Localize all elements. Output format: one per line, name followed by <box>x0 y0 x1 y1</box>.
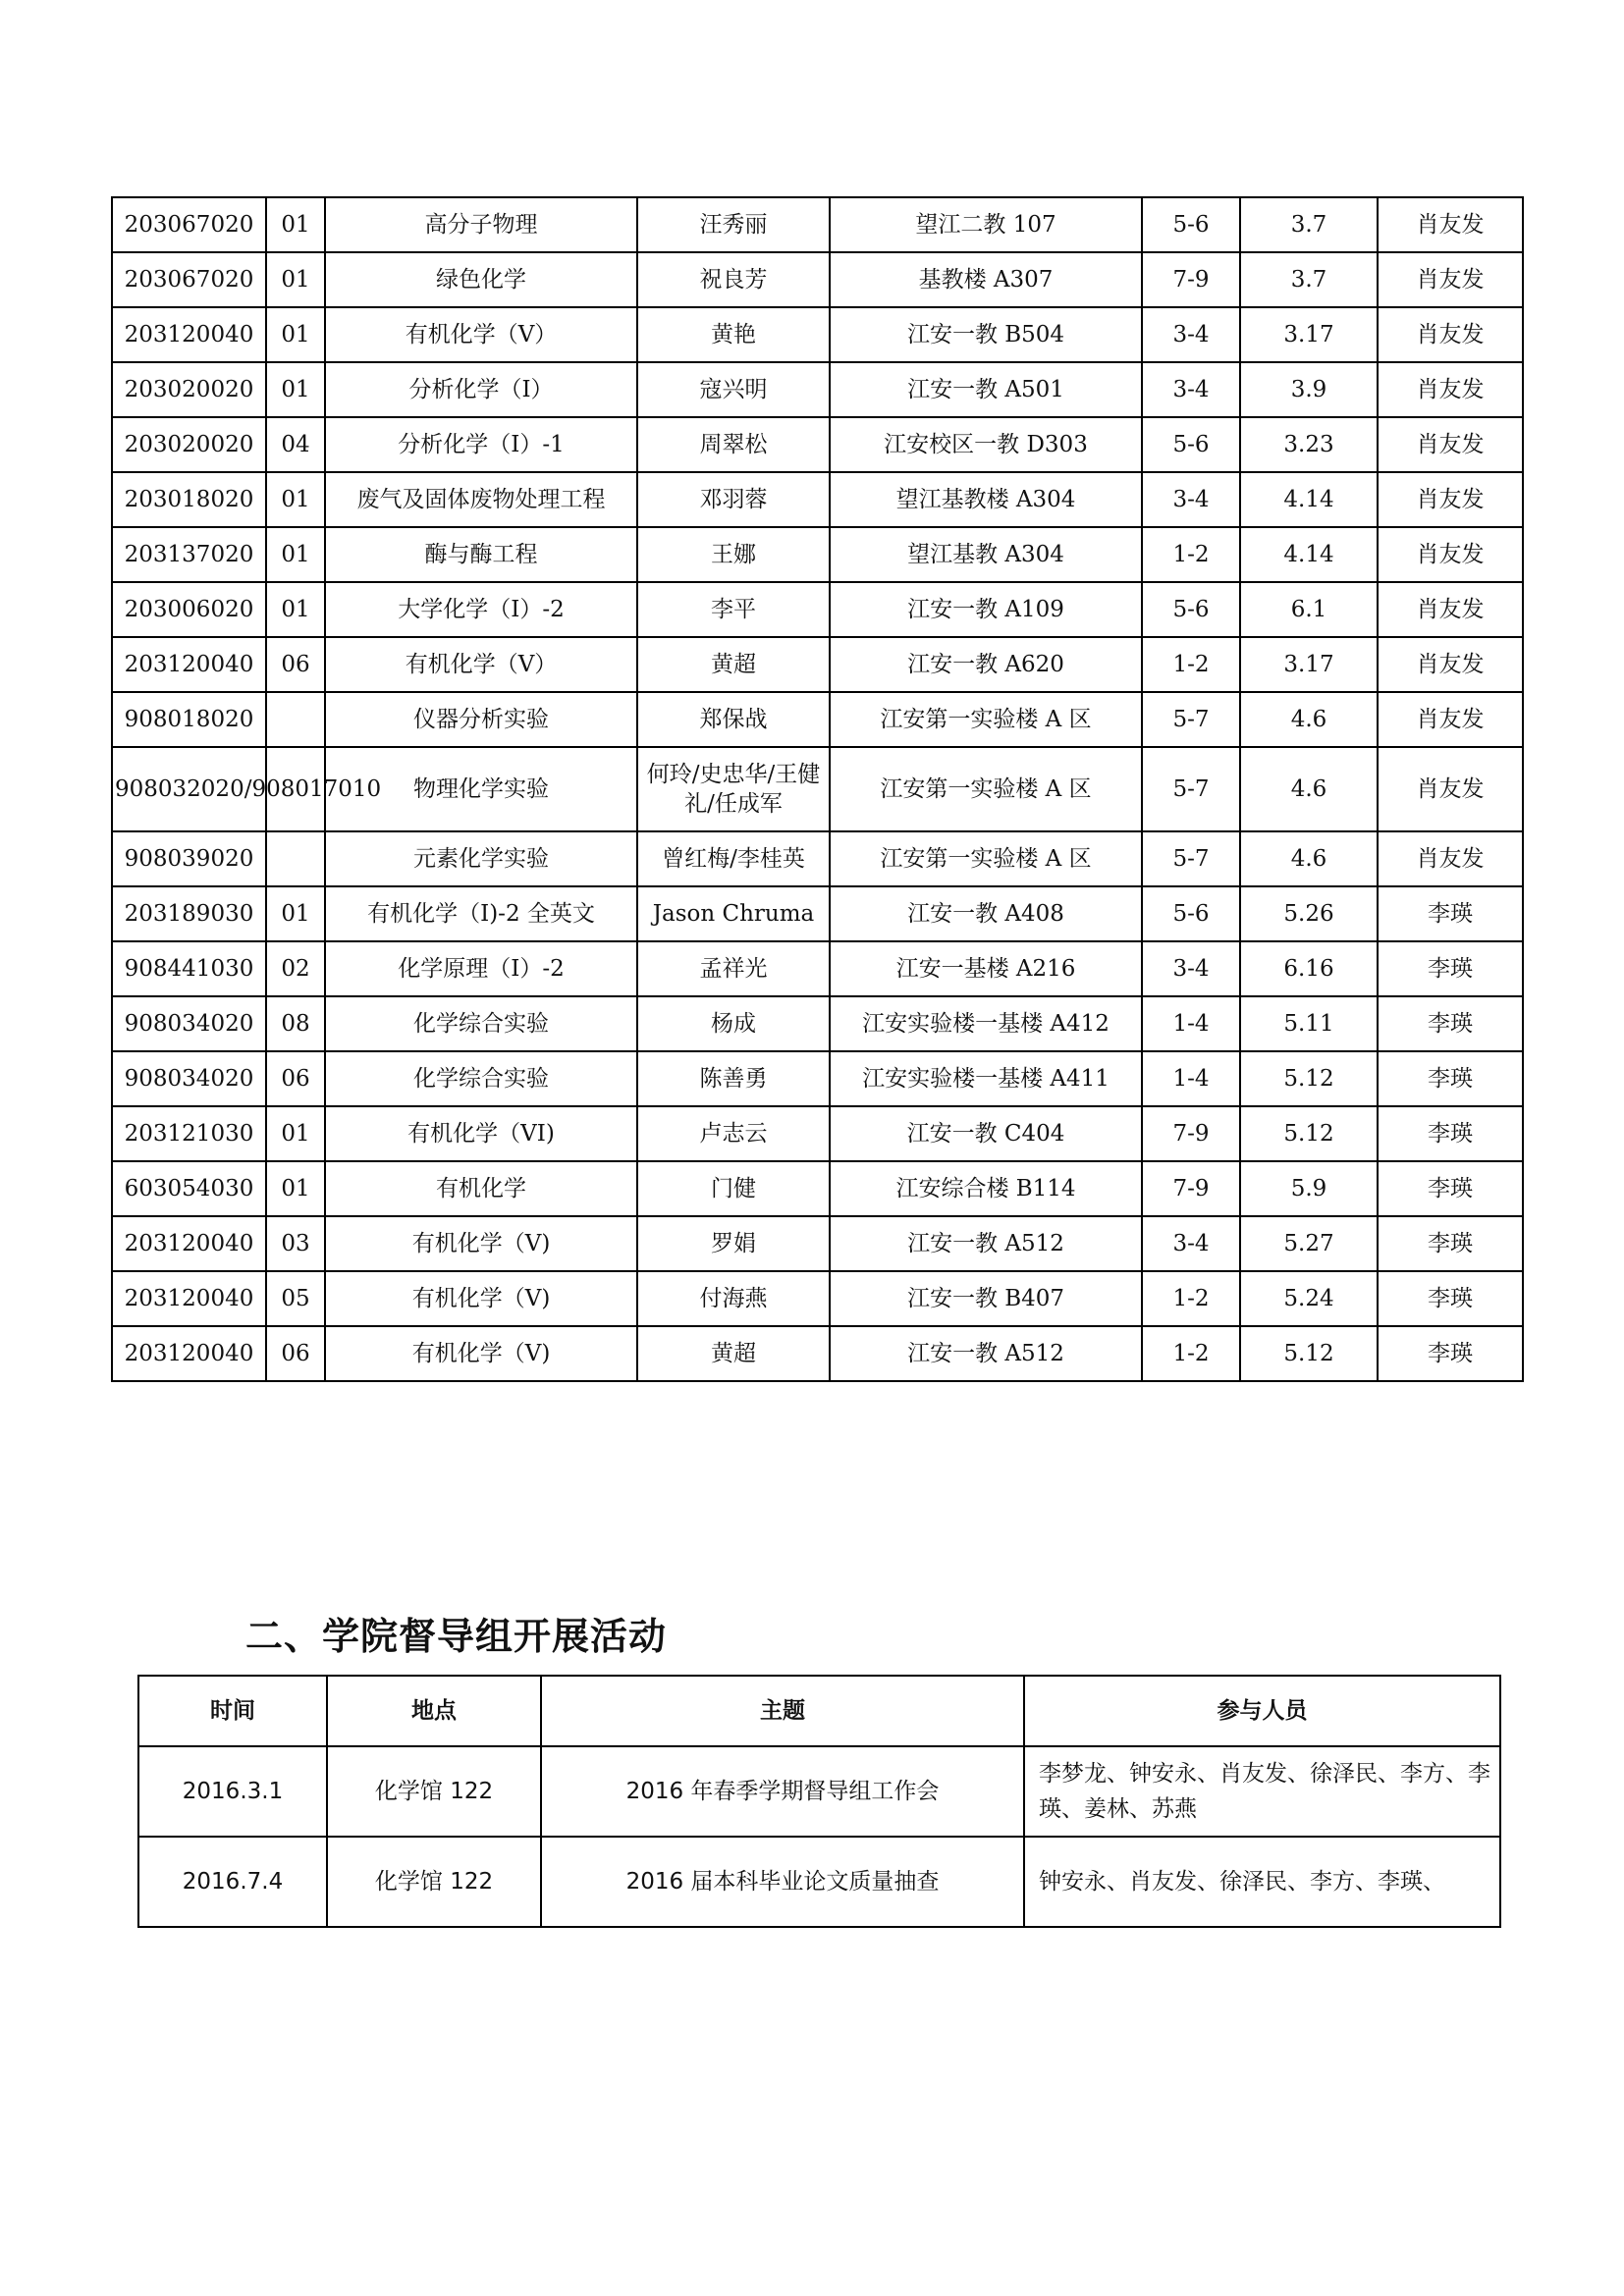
cell-class-number: 01 <box>266 472 325 527</box>
cell-course-name: 有机化学（V） <box>325 637 637 692</box>
cell-course-code: 203120040 <box>112 307 266 362</box>
course-row <box>112 362 1523 417</box>
cell-teacher: 李平 <box>637 582 830 637</box>
cell-periods: 5-7 <box>1142 692 1240 747</box>
cell-course-code: 203120040 <box>112 637 266 692</box>
cell-periods: 1-4 <box>1142 996 1240 1051</box>
course-row <box>112 1326 1523 1381</box>
activities-table <box>137 1675 1501 1928</box>
course-row <box>112 941 1523 996</box>
cell-periods: 5-6 <box>1142 417 1240 472</box>
cell-course-name: 化学综合实验 <box>325 996 637 1051</box>
cell-periods: 7-9 <box>1142 252 1240 307</box>
cell-classroom: 江安一教 A109 <box>830 582 1142 637</box>
activity-time: 2016.3.1 <box>138 1746 327 1837</box>
cell-periods: 3-4 <box>1142 362 1240 417</box>
cell-course-code: 203189030 <box>112 886 266 941</box>
cell-date: 3.7 <box>1240 252 1378 307</box>
cell-inspector: 李瑛 <box>1378 1271 1523 1326</box>
course-row <box>112 417 1523 472</box>
cell-teacher: 孟祥光 <box>637 941 830 996</box>
cell-class-number: 02 <box>266 941 325 996</box>
cell-class-number: 01 <box>266 197 325 252</box>
cell-classroom: 江安实验楼一基楼 A412 <box>830 996 1142 1051</box>
cell-classroom: 江安第一实验楼 A 区 <box>830 692 1142 747</box>
cell-class-number: 03 <box>266 1216 325 1271</box>
cell-classroom: 基教楼 A307 <box>830 252 1142 307</box>
cell-classroom: 江安第一实验楼 A 区 <box>830 747 1142 831</box>
cell-class-number: 06 <box>266 637 325 692</box>
cell-teacher: Jason Chruma <box>637 886 830 941</box>
cell-date: 5.26 <box>1240 886 1378 941</box>
cell-date: 4.6 <box>1240 747 1378 831</box>
cell-inspector: 肖友发 <box>1378 831 1523 886</box>
cell-date: 4.14 <box>1240 527 1378 582</box>
cell-course-name: 有机化学（V） <box>325 307 637 362</box>
cell-class-number <box>266 831 325 886</box>
cell-classroom: 望江二教 107 <box>830 197 1142 252</box>
cell-course-code: 203067020 <box>112 197 266 252</box>
cell-inspector: 肖友发 <box>1378 527 1523 582</box>
cell-course-code: 203067020 <box>112 252 266 307</box>
cell-inspector: 肖友发 <box>1378 692 1523 747</box>
activity-time: 2016.7.4 <box>138 1837 327 1927</box>
course-row <box>112 996 1523 1051</box>
cell-class-number: 06 <box>266 1326 325 1381</box>
cell-inspector: 肖友发 <box>1378 362 1523 417</box>
cell-inspector: 李瑛 <box>1378 1161 1523 1216</box>
cell-course-name: 有机化学（VI) <box>325 1106 637 1161</box>
course-row <box>112 1051 1523 1106</box>
cell-classroom: 江安一教 B407 <box>830 1271 1142 1326</box>
activity-row <box>138 1746 1500 1837</box>
cell-course-code: 203020020 <box>112 417 266 472</box>
cell-class-number: 08 <box>266 996 325 1051</box>
cell-course-name: 有机化学（I)-2 全英文 <box>325 886 637 941</box>
cell-classroom: 望江基教 A304 <box>830 527 1142 582</box>
cell-classroom: 江安一教 A512 <box>830 1216 1142 1271</box>
activities-header-row <box>138 1676 1500 1746</box>
cell-date: 5.9 <box>1240 1161 1378 1216</box>
cell-course-name: 有机化学 <box>325 1161 637 1216</box>
cell-date: 3.17 <box>1240 307 1378 362</box>
cell-inspector: 肖友发 <box>1378 417 1523 472</box>
cell-class-number: 01 <box>266 1106 325 1161</box>
course-row <box>112 831 1523 886</box>
cell-class-number: 01 <box>266 1161 325 1216</box>
cell-periods: 5-6 <box>1142 886 1240 941</box>
cell-classroom: 江安一教 A408 <box>830 886 1142 941</box>
cell-teacher: 曾红梅/李桂英 <box>637 831 830 886</box>
cell-periods: 3-4 <box>1142 472 1240 527</box>
cell-periods: 3-4 <box>1142 941 1240 996</box>
course-row <box>112 527 1523 582</box>
header-location: 地点 <box>327 1676 541 1746</box>
activity-location: 化学馆 122 <box>327 1837 541 1927</box>
course-row <box>112 886 1523 941</box>
cell-date: 4.14 <box>1240 472 1378 527</box>
cell-date: 6.16 <box>1240 941 1378 996</box>
cell-periods: 5-6 <box>1142 582 1240 637</box>
cell-periods: 1-2 <box>1142 1326 1240 1381</box>
cell-class-number: 05 <box>266 1271 325 1326</box>
course-row <box>112 252 1523 307</box>
header-topic: 主题 <box>541 1676 1024 1746</box>
cell-date: 5.24 <box>1240 1271 1378 1326</box>
cell-periods: 1-2 <box>1142 527 1240 582</box>
cell-classroom: 江安一教 A512 <box>830 1326 1142 1381</box>
course-table-body <box>112 197 1523 1381</box>
cell-classroom: 江安一教 A501 <box>830 362 1142 417</box>
course-inspection-table <box>111 196 1524 1382</box>
cell-teacher: 陈善勇 <box>637 1051 830 1106</box>
cell-inspector: 李瑛 <box>1378 1106 1523 1161</box>
cell-classroom: 江安综合楼 B114 <box>830 1161 1142 1216</box>
cell-periods: 5-6 <box>1142 197 1240 252</box>
cell-date: 3.17 <box>1240 637 1378 692</box>
cell-date: 3.9 <box>1240 362 1378 417</box>
cell-teacher: 周翠松 <box>637 417 830 472</box>
course-row <box>112 197 1523 252</box>
cell-course-name: 有机化学（V) <box>325 1216 637 1271</box>
cell-teacher: 邓羽蓉 <box>637 472 830 527</box>
cell-teacher: 祝良芳 <box>637 252 830 307</box>
course-row <box>112 582 1523 637</box>
course-row <box>112 307 1523 362</box>
cell-date: 3.7 <box>1240 197 1378 252</box>
cell-teacher: 寇兴明 <box>637 362 830 417</box>
cell-periods: 7-9 <box>1142 1106 1240 1161</box>
cell-class-number: 01 <box>266 362 325 417</box>
cell-course-code: 908034020 <box>112 1051 266 1106</box>
cell-course-code: 908032020/908017010 <box>112 747 266 831</box>
cell-inspector: 肖友发 <box>1378 747 1523 831</box>
cell-inspector: 李瑛 <box>1378 996 1523 1051</box>
cell-inspector: 李瑛 <box>1378 1216 1523 1271</box>
cell-course-code: 203020020 <box>112 362 266 417</box>
cell-course-name: 酶与酶工程 <box>325 527 637 582</box>
cell-course-code: 203120040 <box>112 1326 266 1381</box>
cell-classroom: 江安一教 A620 <box>830 637 1142 692</box>
cell-date: 5.12 <box>1240 1106 1378 1161</box>
cell-classroom: 江安一教 C404 <box>830 1106 1142 1161</box>
cell-class-number: 06 <box>266 1051 325 1106</box>
activity-topic: 2016 届本科毕业论文质量抽查 <box>541 1837 1024 1927</box>
cell-class-number: 01 <box>266 886 325 941</box>
cell-course-code: 908034020 <box>112 996 266 1051</box>
cell-teacher: 杨成 <box>637 996 830 1051</box>
cell-classroom: 江安校区一教 D303 <box>830 417 1142 472</box>
cell-classroom: 江安一基楼 A216 <box>830 941 1142 996</box>
cell-course-code: 203018020 <box>112 472 266 527</box>
cell-inspector: 李瑛 <box>1378 1326 1523 1381</box>
cell-date: 6.1 <box>1240 582 1378 637</box>
cell-teacher: 付海燕 <box>637 1271 830 1326</box>
cell-inspector: 李瑛 <box>1378 1051 1523 1106</box>
activity-topic: 2016 年春季学期督导组工作会 <box>541 1746 1024 1837</box>
section-heading: 二、学院督导组开展活动 <box>245 1615 668 1658</box>
cell-course-code: 908441030 <box>112 941 266 996</box>
cell-teacher: 何玲/史忠华/王健礼/任成军 <box>637 747 830 831</box>
cell-classroom: 江安实验楼一基楼 A411 <box>830 1051 1142 1106</box>
course-row <box>112 472 1523 527</box>
activity-row <box>138 1837 1500 1927</box>
cell-course-name: 高分子物理 <box>325 197 637 252</box>
cell-course-code: 203137020 <box>112 527 266 582</box>
cell-class-number <box>266 692 325 747</box>
cell-classroom: 望江基教楼 A304 <box>830 472 1142 527</box>
cell-inspector: 肖友发 <box>1378 252 1523 307</box>
cell-teacher: 门健 <box>637 1161 830 1216</box>
cell-course-code: 908039020 <box>112 831 266 886</box>
cell-teacher: 罗娟 <box>637 1216 830 1271</box>
cell-class-number: 01 <box>266 252 325 307</box>
cell-periods: 5-7 <box>1142 747 1240 831</box>
header-time: 时间 <box>138 1676 327 1746</box>
cell-course-name: 绿色化学 <box>325 252 637 307</box>
cell-course-name: 物理化学实验 <box>325 747 637 831</box>
cell-date: 4.6 <box>1240 831 1378 886</box>
course-row <box>112 1106 1523 1161</box>
cell-course-name: 分析化学（I）-1 <box>325 417 637 472</box>
cell-class-number: 01 <box>266 527 325 582</box>
cell-inspector: 肖友发 <box>1378 197 1523 252</box>
cell-inspector: 肖友发 <box>1378 307 1523 362</box>
cell-teacher: 王娜 <box>637 527 830 582</box>
cell-class-number: 01 <box>266 307 325 362</box>
cell-inspector: 肖友发 <box>1378 582 1523 637</box>
cell-teacher: 卢志云 <box>637 1106 830 1161</box>
cell-periods: 1-4 <box>1142 1051 1240 1106</box>
course-row <box>112 1161 1523 1216</box>
course-row <box>112 692 1523 747</box>
activity-participants: 李梦龙、钟安永、肖友发、徐泽民、李方、李瑛、姜林、苏燕 <box>1024 1746 1500 1837</box>
cell-teacher: 郑保战 <box>637 692 830 747</box>
cell-course-code: 603054030 <box>112 1161 266 1216</box>
cell-periods: 7-9 <box>1142 1161 1240 1216</box>
cell-periods: 5-7 <box>1142 831 1240 886</box>
cell-date: 5.12 <box>1240 1326 1378 1381</box>
cell-class-number: 01 <box>266 582 325 637</box>
cell-classroom: 江安第一实验楼 A 区 <box>830 831 1142 886</box>
course-row <box>112 1271 1523 1326</box>
cell-date: 4.6 <box>1240 692 1378 747</box>
cell-course-name: 有机化学（V) <box>325 1326 637 1381</box>
cell-date: 5.11 <box>1240 996 1378 1051</box>
cell-course-name: 仪器分析实验 <box>325 692 637 747</box>
cell-date: 5.12 <box>1240 1051 1378 1106</box>
cell-course-code: 203120040 <box>112 1271 266 1326</box>
cell-teacher: 黄超 <box>637 637 830 692</box>
activity-location: 化学馆 122 <box>327 1746 541 1837</box>
cell-inspector: 肖友发 <box>1378 472 1523 527</box>
header-participants: 参与人员 <box>1024 1676 1500 1746</box>
cell-course-code: 203121030 <box>112 1106 266 1161</box>
course-row <box>112 637 1523 692</box>
cell-course-name: 大学化学（I）-2 <box>325 582 637 637</box>
cell-teacher: 汪秀丽 <box>637 197 830 252</box>
cell-periods: 3-4 <box>1142 1216 1240 1271</box>
cell-classroom: 江安一教 B504 <box>830 307 1142 362</box>
cell-teacher: 黄超 <box>637 1326 830 1381</box>
cell-inspector: 李瑛 <box>1378 941 1523 996</box>
cell-course-name: 有机化学（V) <box>325 1271 637 1326</box>
cell-course-name: 分析化学（I） <box>325 362 637 417</box>
cell-course-name: 化学综合实验 <box>325 1051 637 1106</box>
cell-inspector: 肖友发 <box>1378 637 1523 692</box>
activity-participants: 钟安永、肖友发、徐泽民、李方、李瑛、 <box>1024 1837 1500 1927</box>
cell-course-code: 908018020 <box>112 692 266 747</box>
cell-inspector: 李瑛 <box>1378 886 1523 941</box>
cell-course-name: 元素化学实验 <box>325 831 637 886</box>
cell-course-name: 化学原理（I）-2 <box>325 941 637 996</box>
cell-date: 3.23 <box>1240 417 1378 472</box>
cell-periods: 3-4 <box>1142 307 1240 362</box>
cell-class-number: 04 <box>266 417 325 472</box>
cell-periods: 1-2 <box>1142 637 1240 692</box>
cell-course-code: 203006020 <box>112 582 266 637</box>
cell-course-code: 203120040 <box>112 1216 266 1271</box>
cell-course-name: 废气及固体废物处理工程 <box>325 472 637 527</box>
cell-teacher: 黄艳 <box>637 307 830 362</box>
cell-date: 5.27 <box>1240 1216 1378 1271</box>
cell-periods: 1-2 <box>1142 1271 1240 1326</box>
course-row <box>112 1216 1523 1271</box>
course-row <box>112 747 1523 831</box>
